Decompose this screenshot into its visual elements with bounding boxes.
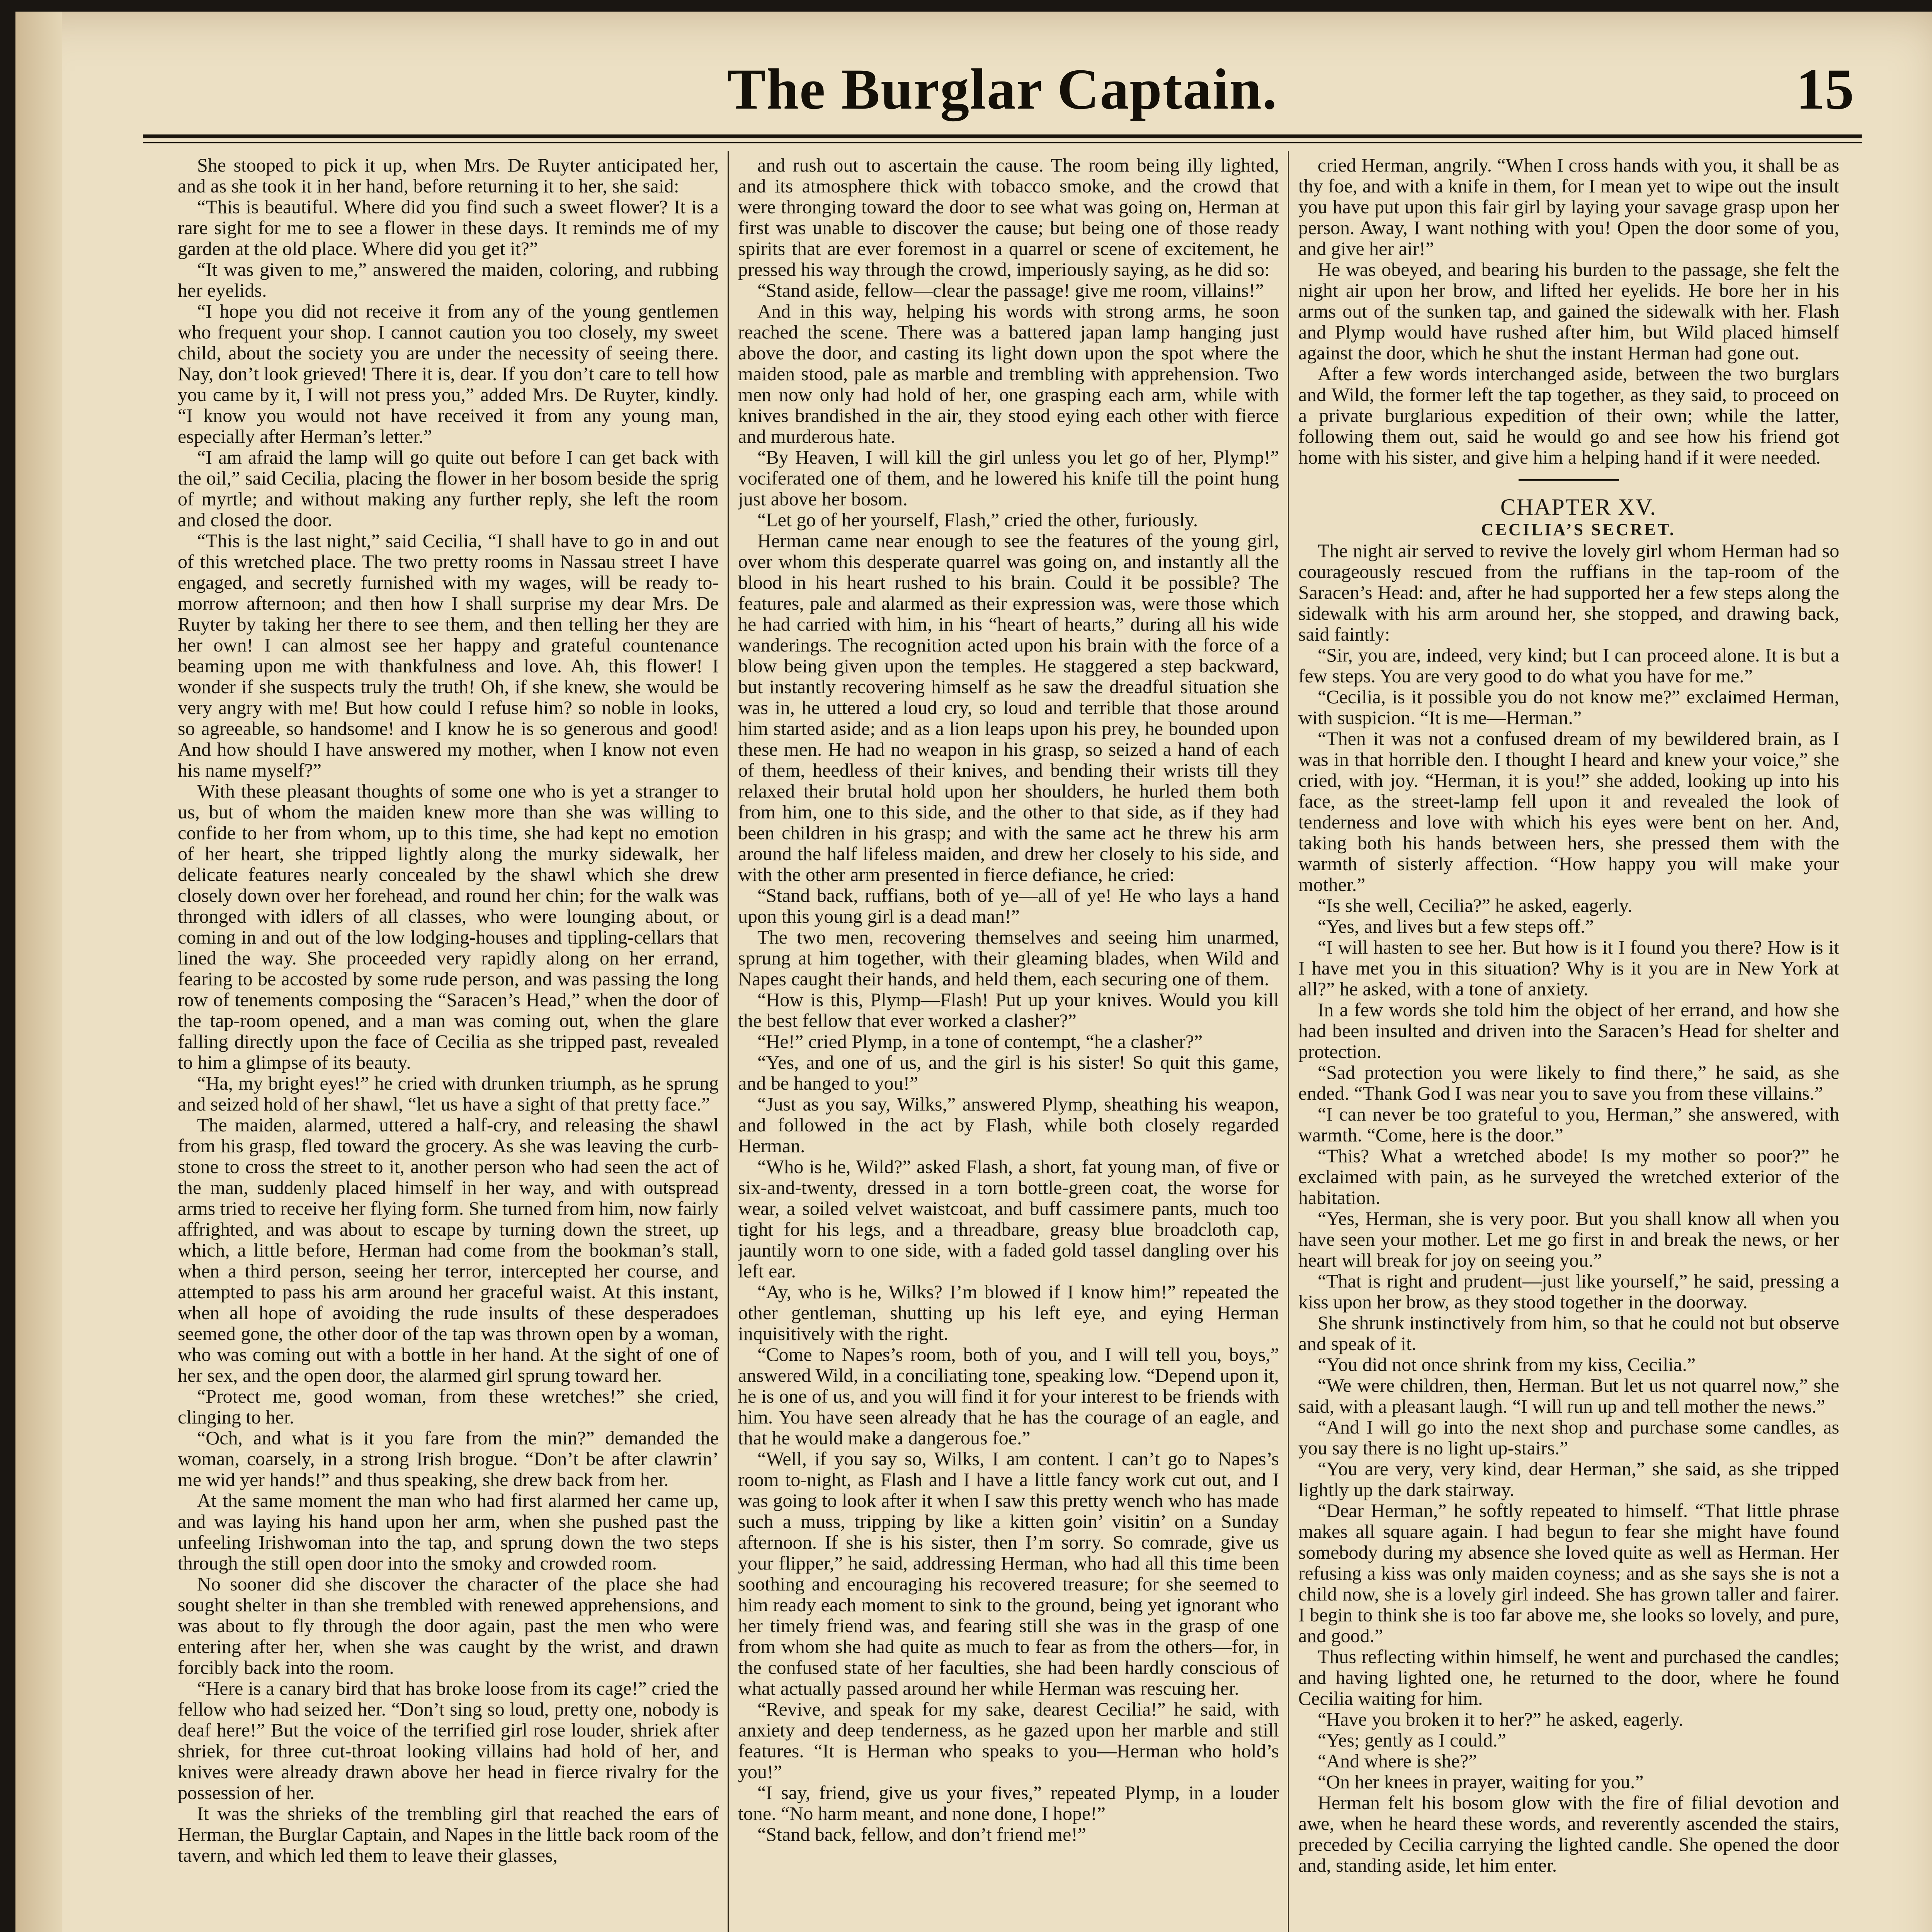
paragraph: No sooner did she discover the character of the place she had sought shelter in than she trembled with renewed apprehensions, and was about to fly through the door again, past the men who were entering after her, when she was caught by the wrist, and drawn forcibly back into the room. <box>178 1573 719 1678</box>
paragraph: “Revive, and speak for my sake, dearest Cecilia!” he said, with anxiety and deep tenderness, as he gazed upon her marble and still features. “It is Herman who speaks to you—Herman who hold’s you!” <box>738 1698 1279 1782</box>
paragraph: “Here is a canary bird that has broke loose from its cage!” cried the fellow who had seized her. “Don’t sing so loud, pretty one, nobody is deaf here!” But the voice of the terrified girl rose louder, shriek after shriek, for three cut-throat looking villains had hold of her, and knives were already drawn above her head in fierce rivalry for the possession of her. <box>178 1677 719 1803</box>
paragraph: Herman felt his bosom glow with the fire of filial devotion and awe, when he heard these words, and reverently ascended the stairs, preceded by Cecilia carrying the lighted candle. She opened the door and, standing aside, let him enter. <box>1298 1792 1839 1876</box>
paragraph: and rush out to ascertain the cause. The room being illy lighted, and its atmosphere thick with tobacco smoke, and the crowd that were thronging toward the door to see what was going on, Herman at first was unable to discover the cause; but being one of those ready spirits that are ever foremost in a quarrel or scene of excitement, he pressed his way through the crowd, imperiously saying, as he did so: <box>738 155 1279 280</box>
paragraph: “I will hasten to see her. But how is it I found you there? How is it I have met you in this situation? Why is it you are in New York at all?” he asked, with a tone of anxiety. <box>1298 936 1839 1000</box>
paragraph: “You are very, very kind, dear Herman,” she said, as she tripped lightly up the dark stairway. <box>1298 1458 1839 1500</box>
paragraph: “This? What a wretched abode! Is my mother so poor?” he exclaimed with pain, as he surveyed the wretched exterior of the habitation. <box>1298 1145 1839 1208</box>
paragraph: “Just as you say, Wilks,” answered Plymp, sheathing his weapon, and followed in the act by Flash, while both closely regarded Herman. <box>738 1093 1279 1156</box>
paragraph: After a few words interchanged aside, between the two burglars and Wild, the former left the tap together, as they said, to proceed on a private burglarious expedition of their own; while the latter, following them out, said he would go and see how his friend got home with his sister, and give him a helping hand if it were needed. <box>1298 363 1839 468</box>
paragraph: “Is she well, Cecilia?” he asked, eagerly. <box>1318 895 1633 916</box>
paragraph: “Ay, who is he, Wilks? I’m blowed if I know him!” repeated the other gentleman, shutting up his left eye, and eying Herman inquisitively with the right. <box>738 1281 1279 1344</box>
paragraph: “Who is he, Wild?” asked Flash, a short, fat young man, of five or six-and-twenty, dressed in a torn bottle-green coat, the worse for wear, a soiled velvet waistcoat, and buff cassimere pants, much too tight for his legs, and a threadbare, greasy blue broadcloth cap, jauntily worn to one side, with a faded gold tassel dangling over his left ear. <box>738 1156 1279 1282</box>
chapter-rule <box>1519 479 1619 481</box>
chapter-subtitle: CECILIA’S SECRET. <box>1481 520 1676 539</box>
column-3-lower-text <box>1298 540 1839 1876</box>
paragraph: “We were children, then, Herman. But let us not quarrel now,” she said, with a pleasant laugh. “I will run up and tell mother the news.” <box>1298 1374 1839 1417</box>
paragraph: “I can never be too grateful to you, Herman,” she answered, with warmth. “Come, here is the door.” <box>1298 1103 1839 1146</box>
paragraph: She shrunk instinctively from him, so that he could not but observe and speak of it. <box>1298 1312 1839 1354</box>
running-title: The Burglar Captain. <box>727 57 1278 121</box>
paragraph: “Then it was not a confused dream of my bewildered brain, as I was in that horrible den. I thought I heard and knew your voice,” she cried, with joy. “Herman, it is you!” she added, looking up into his face, as the street-lamp fell upon it and revealed the look of tenderness and love with which his eyes were bent on her. And, taking both his hands between hers, she pressed them with the warmth of sisterly affection. “How happy you will make your mother.” <box>1298 728 1839 895</box>
paragraph: “Ha, my bright eyes!” he cried with drunken triumph, as he sprung and seized hold of her shawl, “let us have a sight of that pretty face.” <box>178 1072 719 1115</box>
paragraph: The maiden, alarmed, uttered a half-cry, and releasing the shawl from his grasp, fled toward the grocery. As she was leaving the curb-stone to cross the street to it, another person who had seen the act of the man, suddenly placed himself in her way, and with outspread arms tried to receive her flying form. She turned from him, now fairly affrighted, and was about to escape by turning down the street, up which, a little before, Herman had come from the bookman’s stall, when a third person, seeing her terror, intercepted her course, and attempted to pass his arm around her graceful waist. At this instant, when all hope of avoiding the rude insults of these desperadoes seemed gone, the other door of the tap was thrown open by a woman, who was coming out with a bottle in her hand. At the sight of one of her sex, and the open door, the alarmed girl sprung toward her. <box>178 1114 719 1386</box>
paragraph: “I am afraid the lamp will go quite out before I can get back with the oil,” said Cecilia, placing the flower in her bosom beside the sprig of myrtle; and without making any further reply, she left the room and closed the door. <box>178 446 719 531</box>
paragraph: “By Heaven, I will kill the girl unless you let go of her, Plymp!” vociferated one of them, and he lowered his knife till the point hung just above her bosom. <box>738 446 1279 510</box>
paragraph: In a few words she told him the object of her errand, and how she had been insulted and driven into the Saracen’s Head for shelter and protection. <box>1298 999 1839 1062</box>
page-header <box>143 48 1862 129</box>
column-divider <box>1288 151 1289 1932</box>
paragraph: “And I will go into the next shop and purchase some candles, as you say there is no light up-stairs.” <box>1298 1416 1839 1459</box>
paragraph: “Yes, and lives but a few steps off.” <box>1318 915 1594 937</box>
paragraph: “Protect me, good woman, from these wretches!” she cried, clinging to her. <box>178 1385 719 1428</box>
paragraph: The two men, recovering themselves and seeing him unarmed, sprung at him together, with their gleaming blades, when Wild and Napes caught their hands, and held them, each securing one of them. <box>738 926 1279 990</box>
paragraph: “Yes; gently as I could.” <box>1318 1729 1506 1751</box>
paragraph: “Stand aside, fellow—clear the passage! give me room, villains!” <box>757 279 1264 301</box>
paragraph: “Cecilia, is it possible you do not know me?” exclaimed Herman, with suspicion. “It is me—Herman.” <box>1298 686 1839 728</box>
text-column-2 <box>738 155 1279 1932</box>
paragraph: “Sad protection you were likely to find there,” he said, as she ended. “Thank God I was near you to save you from these villains.” <box>1298 1061 1839 1104</box>
paragraph: “Yes, Herman, she is very poor. But you shall know all when you have seen your mother. Let me go first in and break the news, or her heart will break for joy on seeing you.” <box>1298 1208 1839 1271</box>
paragraph: And in this way, helping his words with strong arms, he soon reached the scene. There was a battered japan lamp hanging just above the door, and casting its light down upon the spot where the maiden stood, pale as marble and trembling with apprehension. Two men now only had hold of her, one grasping each arm, while with knives brandished in the air, they stood eying each other with fierce and murderous hate. <box>738 300 1279 447</box>
paragraph: “Yes, and one of us, and the girl is his sister! So quit this game, and be hanged to you!” <box>738 1051 1279 1094</box>
paragraph: “Have you broken it to her?” he asked, eagerly. <box>1318 1708 1684 1730</box>
paragraph: “How is this, Plymp—Flash! Put up your knives. Would you kill the best fellow that ever worked a clasher?” <box>738 989 1279 1031</box>
paragraph: “It was given to me,” answered the maiden, coloring, and rubbing her eyelids. <box>178 259 719 301</box>
paragraph: “You did not once shrink from my kiss, Cecilia.” <box>1318 1354 1696 1375</box>
chapter-title: CHAPTER XV. <box>1500 494 1657 520</box>
paragraph: “Come to Napes’s room, both of you, and I will tell you, boys,” answered Wild, in a conciliating tone, speaking low. “Depend upon it, he is one of us, and you will find it for your interest to be friends with him. You have seen already that he has the courage of an eagle, and that he would make a dangerous foe.” <box>738 1344 1279 1449</box>
paragraph: “Let go of her yourself, Flash,” cried the other, furiously. <box>757 509 1198 531</box>
paragraph: With these pleasant thoughts of some one who is yet a stranger to us, but of whom the maiden knew more than she was willing to confide to her from whom, up to this time, she had kept no emotion of her heart, she tripped lightly along the murky sidewalk, her delicate features nearly concealed by the shawl which she drew closely down over her forehead, and round her chin; for the walk was thronged with idlers of all classes, who were lounging about, or coming in and out of the low lodging-houses and tippling-cellars that lined the way. She proceeded very rapidly along on her errand, fearing to be accosted by some rude person, and was passing the long row of tenements composing the “Saracen’s Head,” when the door of the tap-room opened, and a man was coming out, when the glare falling directly upon the face of Cecilia as she tripped past, revealed to him a glimpse of its beauty. <box>178 780 719 1073</box>
paragraph: “Och, and what is it you fare from the min?” demanded the woman, coarsely, in a strong Irish brogue. “Don’t be after clawrin’ me wid yer hands!” and thus speaking, she drew back from her. <box>178 1427 719 1490</box>
paragraph: cried Herman, angrily. “When I cross hands with you, it shall be as thy foe, and with a knife in them, for I mean yet to wipe out the insult you have put upon this fair girl by laying your savage grasp upon her person. Away, I want nothing with you! Open the door some of you, and give her air!” <box>1298 155 1839 259</box>
paragraph: “I hope you did not receive it from any of the young gentlemen who frequent your shop. I cannot caution you too closely, my sweet child, about the society you are under the necessity of seeing there. Nay, don’t look grieved! There it is, dear. If you don’t care to tell how you came by it, I will not press you,” added Mrs. De Ruyter, kindly. “I know you would not have received it from any young man, especially after Herman’s letter.” <box>178 300 719 447</box>
paragraph: “Dear Herman,” he softly repeated to himself. “That little phrase makes all square again. I had begun to fear she might have found somebody during my absence she loved quite as well as Herman. Her refusing a kiss was only maiden coyness; and as she says she is not a child now, she is a lovely girl indeed. She has grown taller and fairer. I begin to think she is too far above me, she looks so lovely, and pure, and good.” <box>1298 1500 1839 1646</box>
column-3-upper-text <box>1298 155 1839 468</box>
paragraph: At the same moment the man who had first alarmed her came up, and was laying his hand upon her arm, when she pushed past the unfeeling Irishwoman into the tap, and sprung down the two steps through the still open door into the smoky and crowded room. <box>178 1490 719 1574</box>
paragraph: Thus reflecting within himself, he went and purchased the candles; and having lighted one, he returned to the door, where he found Cecilia waiting for him. <box>1298 1646 1839 1709</box>
paragraph: “This is the last night,” said Cecilia, “I shall have to go in and out of this wretched place. The two pretty rooms in Nassau street I have engaged, and secretly furnished with my wages, will be ready to-morrow afternoon; and then how I shall surprise my dear Mrs. De Ruyter by taking her there to see them, and then telling her they are her own! I can almost see her happy and grateful countenance beaming upon me with thankfulness and love. Ah, this flower! I wonder if she suspects truly the truth! Oh, if she knew, she would be very angry with me! But how could I refuse him? so noble in looks, so agreeable, so handsome! and I know he is so generous and good! And how should I have answered my mother, when I know not even his name myself?” <box>178 530 719 781</box>
paragraph: “Well, if you say so, Wilks, I am content. I can’t go to Napes’s room to-night, as Flash and I have a little fancy work cut out, and I was going to look after it when I saw this pretty wench who has made such a muss, tripping by like a kitten goin’ visitin’ on a Sunday afternoon. If she is his sister, then I’m sorry. So comrade, give us your flipper,” he said, addressing Herman, who had all this time been soothing and encouraging his recovered treasure; for she seemed to him ready each moment to sink to the ground, being yet ignorant who her timely friend was, and fearing still she was in the grasp of one from whom she had quite as much to fear as from the others—for, in the confused state of her faculties, she had been hardly conscious of what actually passed around her while Herman was rescuing her. <box>738 1448 1279 1699</box>
paragraph: “Stand back, fellow, and don’t friend me!” <box>757 1823 1087 1845</box>
page-number: 15 <box>1796 57 1854 121</box>
paragraph: “On her knees in prayer, waiting for you.” <box>1318 1771 1644 1793</box>
paragraph: “Sir, you are, indeed, very kind; but I can proceed alone. It is but a few steps. You are very good to do what you have for me.” <box>1298 644 1839 687</box>
paragraph: Herman came near enough to see the features of the young girl, over whom this desperate quarrel was going on, and instantly all the blood in his heart rushed to his brain. Could it be possible? The features, pale and alarmed as their expression was, were those which he had carried with him, in his “heart of hearts,” during all his wide wanderings. The recognition acted upon his brain with the force of a blow being given upon the temples. He staggered a step backward, but instantly recovering himself as he saw the dreadful situation she was in, he uttered a loud cry, so loud and terrible that those around him started aside; and as a lion leaps upon his prey, he bounded upon these men. He had no weapon in his grasp, so seized a hand of each of them, heedless of their knives, and bending their wrists till they relaxed their brutal hold upon her shoulders, he hurled them both from him, one to this side, and the other to that side, as if they had been children in his grasp; and with the same act he threw his arm around the half lifeless maiden, and drew her closely to his side, and with the other arm presented in fierce defiance, he cried: <box>738 530 1279 885</box>
paragraph: It was the shrieks of the trembling girl that reached the ears of Herman, the Burglar Captain, and Napes in the little back room of the tavern, and which led them to leave their glasses, <box>178 1803 719 1866</box>
paragraph: “He!” cried Plymp, in a tone of contempt, “he a clasher?” <box>757 1031 1203 1052</box>
newspaper-page <box>15 12 1932 1932</box>
paragraph: She stooped to pick it up, when Mrs. De Ruyter anticipated her, and as she took it in her hand, before returning it to her, she said: <box>178 155 719 197</box>
header-rule <box>143 134 1862 143</box>
paragraph: He was obeyed, and bearing his burden to the passage, she felt the night air upon her brow, and lifted her eyelids. He bore her in his arms out of the sunken tap, and gained the sidewalk with her. Flash and Plymp would have rushed after him, but Wild placed himself against the door, which he shut the instant Herman had gone out. <box>1298 259 1839 364</box>
paragraph: “Stand back, ruffians, both of ye—all of ye! He who lays a hand upon this young girl is a dead man!” <box>738 884 1279 927</box>
paragraph: The night air served to revive the lovely girl whom Herman had so courageously rescued from the ruffians in the tap-room of the Saracen’s Head: and, after he had supported her a few steps along the sidewalk with his arm around her, she stopped, and drawing back, said faintly: <box>1298 540 1839 645</box>
page-fold-shadow <box>15 12 62 1932</box>
paragraph: “This is beautiful. Where did you find such a sweet flower? It is a rare sight for me to see a flower in these days. It reminds me of my garden at the old place. Where did you get it?” <box>178 196 719 259</box>
text-column-3 <box>1298 155 1839 1932</box>
paragraph: “And where is she?” <box>1318 1750 1477 1772</box>
paragraph: “I say, friend, give us your fives,” repeated Plymp, in a louder tone. “No harm meant, and none done, I hope!” <box>738 1782 1279 1824</box>
text-column-1 <box>178 155 719 1932</box>
column-divider <box>728 151 729 1932</box>
paragraph: “That is right and prudent—just like yourself,” he said, pressing a kiss upon her brow, as they stood together in the doorway. <box>1298 1270 1839 1313</box>
